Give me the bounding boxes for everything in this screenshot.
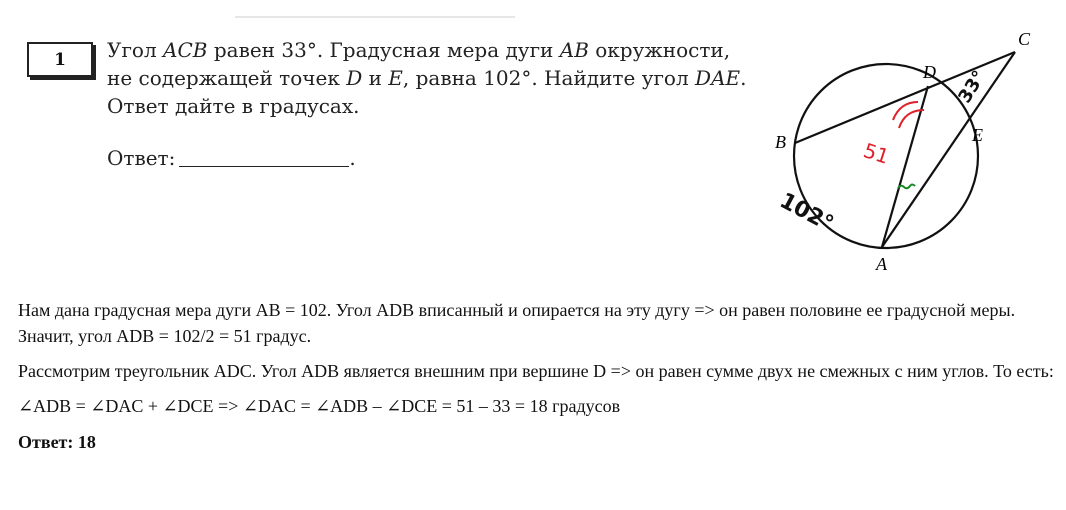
solution-paragraph-1: Нам дана градусная мера дуги AB = 102. Угол ADB вписанный и опирается на эту дугу => он равен половине ее градусной меры. Значит, угол ADB = 102/2 = 51 градус. [18,300,1016,346]
handwritten-51: 51 [860,138,893,169]
geometry-figure [760,20,1060,285]
handwritten-33: 33° [954,66,991,107]
answer-field [107,146,356,170]
problem-text: не содержащей точек [107,66,347,90]
problem-line-3: Ответ дайте в градусах. [107,94,360,118]
problem-text: равен 33°. Градусная мера дуги [207,38,560,62]
label-e: E [972,125,983,145]
problem-statement [107,36,747,120]
problem-line-1 [107,36,747,64]
secant-ca [882,52,1015,247]
problem-text: и [362,66,389,90]
angle-dae: DAE [695,66,741,90]
top-divider [235,16,515,18]
answer-label: Ответ: [107,146,176,170]
point-e: E [388,66,403,90]
problem-text: Угол [107,38,164,62]
problem-number-box [27,42,93,77]
problem-text: окружности, [588,38,731,62]
label-d: D [923,62,936,82]
solution [18,297,1058,464]
problem-text: , равна 102°. Найдите угол [402,66,696,90]
arc-ab: AB [559,38,589,62]
solution-answer: Ответ: 18 [18,432,96,452]
green-angle-mark [898,185,915,189]
solution-paragraph-2: Рассмотрим треугольник ADC. Угол ADB является внешним при вершине D => он равен сумме двух не смежных с ним углов. То есть: [18,361,1054,381]
problem-line-2 [107,64,747,92]
answer-blank [179,166,349,167]
label-a: A [876,254,887,274]
problem-number: 1 [54,49,66,70]
handwritten-102: 102° [775,188,838,238]
label-b: B [775,132,786,152]
angle-acb: ACB [163,38,208,62]
problem-text: . [740,66,747,90]
solution-formula: ∠ADB = ∠DAC + ∠DCE => ∠DAC = ∠ADB – ∠DCE = 51 – 33 = 18 градусов [18,396,621,416]
answer-dot: . [349,146,356,170]
label-c: C [1018,29,1031,49]
point-d: D [346,66,363,90]
